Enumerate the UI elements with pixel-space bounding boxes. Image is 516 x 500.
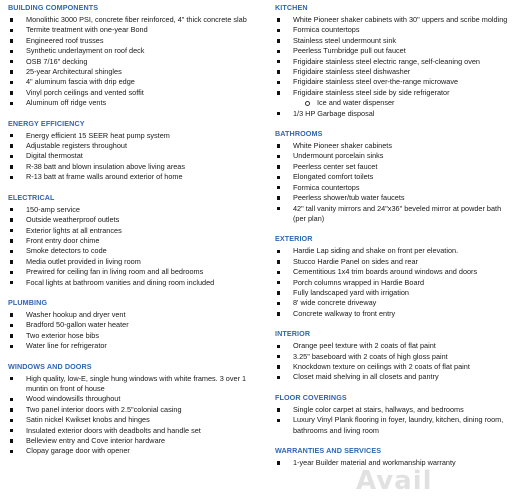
list-item: Washer hookup and dryer vent bbox=[8, 310, 260, 320]
list-item: 1-year Builder material and workmanship warranty bbox=[275, 458, 515, 468]
list-item: Concrete walkway to front entry bbox=[275, 309, 515, 319]
item-list bbox=[275, 141, 515, 224]
list-item: Smoke detectors to code bbox=[8, 246, 260, 256]
list-item: Insulated exterior doors with deadbolts and handle set bbox=[8, 426, 260, 436]
list-item: R-38 batt and blown insulation above living areas bbox=[8, 162, 260, 172]
section-heading: EXTERIOR bbox=[275, 234, 313, 244]
item-list bbox=[8, 374, 260, 457]
list-item: Prewired for ceiling fan in living room and all bedrooms bbox=[8, 267, 260, 277]
section-heading: WINDOWS AND DOORS bbox=[8, 361, 92, 371]
list-item: Frigidaire stainless steel over-the-range microwave bbox=[275, 77, 515, 87]
section-heading: BATHROOMS bbox=[275, 129, 323, 139]
list-item: Porch columns wrapped in Hardie Board bbox=[275, 278, 515, 288]
section-bathrooms bbox=[275, 129, 515, 224]
section-heading: INTERIOR bbox=[275, 329, 311, 339]
list-item: 25-year Architectural shingles bbox=[8, 67, 260, 77]
list-item: White Pioneer shaker cabinets with 30" uppers and scribe molding bbox=[275, 15, 515, 25]
item-list bbox=[275, 15, 515, 119]
watermark-logo: Avail bbox=[356, 466, 433, 496]
list-item: Frigidaire stainless steel dishwasher bbox=[275, 67, 515, 77]
list-item: Frigidaire stainless steel electric range, self-cleaning oven bbox=[275, 57, 515, 67]
item-list bbox=[8, 15, 260, 109]
section-heading: KITCHEN bbox=[275, 3, 308, 12]
section-windows-and-doors bbox=[8, 362, 260, 457]
list-item: Vinyl porch ceilings and vented soffit bbox=[8, 88, 260, 98]
item-list bbox=[275, 405, 515, 436]
list-item: Peerless shower/tub water faucets bbox=[275, 193, 515, 203]
list-item: Satin nickel Kwikset knobs and hinges bbox=[8, 415, 260, 425]
item-list bbox=[8, 310, 260, 352]
list-item: Knockdown texture on ceilings with 2 coats of flat paint bbox=[275, 362, 515, 372]
list-item: Bradford 50-gallon water heater bbox=[8, 320, 260, 330]
section-exterior bbox=[275, 234, 515, 319]
list-item: Digital thermostat bbox=[8, 151, 260, 161]
list-item: Adjustable registers throughout bbox=[8, 141, 260, 151]
list-item: Formica countertops bbox=[275, 25, 515, 35]
list-item: Engineered roof trusses bbox=[8, 36, 260, 46]
list-item: Stainless steel undermount sink bbox=[275, 36, 515, 46]
section-heading: WARRANTIES AND SERVICES bbox=[275, 446, 382, 455]
list-item: 8' wide concrete driveway bbox=[275, 298, 515, 308]
list-item: Fully landscaped yard with irrigation bbox=[275, 288, 515, 298]
list-item: Luxury Vinyl Plank flooring in foyer, laundry, kitchen, dining room, bathrooms and living room bbox=[275, 415, 515, 436]
item-list bbox=[275, 341, 515, 383]
list-item: Formica countertops bbox=[275, 183, 515, 193]
list-item: Orange peel texture with 2 coats of flat paint bbox=[275, 341, 515, 351]
list-item: Clopay garage door with opener bbox=[8, 446, 260, 456]
item-list bbox=[275, 246, 515, 319]
list-item: R-13 batt at frame walls around exterior of home bbox=[8, 172, 260, 182]
list-item: Exterior lights at all entrances bbox=[8, 226, 260, 236]
list-item: High quality, low-E, single hung windows with white frames. 3 over 1 muntin on front of house bbox=[8, 374, 260, 395]
list-item: Outside weatherproof outlets bbox=[8, 215, 260, 225]
right-column bbox=[275, 3, 515, 478]
left-column bbox=[8, 3, 260, 467]
list-item: Frigidaire stainless steel side by side refrigerator bbox=[275, 88, 515, 98]
list-item: 4" aluminum fascia with drip edge bbox=[8, 77, 260, 87]
list-item: Single color carpet at stairs, hallways, and bedrooms bbox=[275, 405, 515, 415]
section-heading: PLUMBING bbox=[8, 297, 48, 307]
list-item: Termite treatment with one-year Bond bbox=[8, 25, 260, 35]
list-item: 42" tall vanity mirrors and 24"x36" beveled mirror at powder bath (per plan) bbox=[275, 204, 515, 225]
list-item: Aluminum off ridge vents bbox=[8, 98, 260, 108]
list-item: Wood windowsills throughout bbox=[8, 394, 260, 404]
item-list bbox=[8, 205, 260, 288]
list-item: Stucco Hardie Panel on sides and rear bbox=[275, 257, 515, 267]
section-electrical bbox=[8, 193, 260, 288]
section-plumbing bbox=[8, 298, 260, 352]
list-item: 150-amp service bbox=[8, 205, 260, 215]
section-building-components bbox=[8, 3, 260, 109]
section-kitchen bbox=[275, 3, 515, 119]
list-item: Two panel interior doors with 2.5"colonial casing bbox=[8, 405, 260, 415]
list-item: Water line for refrigerator bbox=[8, 341, 260, 351]
list-item: Undermount porcelain sinks bbox=[275, 151, 515, 161]
section-heading: BUILDING COMPONENTS bbox=[8, 3, 99, 12]
list-item: Monolithic 3000 PSI, concrete fiber reinforced, 4" thick concrete slab bbox=[8, 15, 260, 25]
list-item: Energy efficient 15 SEER heat pump system bbox=[8, 131, 260, 141]
list-item: Synthetic underlayment on roof deck bbox=[8, 46, 260, 56]
list-item: Two exterior hose bibs bbox=[8, 331, 260, 341]
list-item: Hardie Lap siding and shake on front per elevation. bbox=[275, 246, 515, 256]
list-item: Peerless Turnbridge pull out faucet bbox=[275, 46, 515, 56]
section-heading: ENERGY EFFICIENCY bbox=[8, 118, 85, 128]
list-item: Elongated comfort toilets bbox=[275, 172, 515, 182]
list-item: Cementitious 1x4 trim boards around windows and doors bbox=[275, 267, 515, 277]
list-item: Peerless center set faucet bbox=[275, 162, 515, 172]
sub-list-item: Ice and water dispenser bbox=[275, 98, 515, 108]
list-item: Media outlet provided in living room bbox=[8, 257, 260, 267]
list-item: 1/3 HP Garbage disposal bbox=[275, 109, 515, 119]
section-heading: FLOOR COVERINGS bbox=[275, 392, 347, 402]
list-item: 3.25" baseboard with 2 coats of high gloss paint bbox=[275, 352, 515, 362]
list-item: Belleview entry and Cove interior hardware bbox=[8, 436, 260, 446]
section-interior bbox=[275, 329, 515, 383]
section-floor-coverings bbox=[275, 393, 515, 436]
section-energy-efficiency bbox=[8, 119, 260, 183]
item-list bbox=[8, 131, 260, 183]
list-item: OSB 7/16" decking bbox=[8, 57, 260, 67]
list-item: Closet maid shelving in all closets and pantry bbox=[275, 372, 515, 382]
list-item: Focal lights at bathroom vanities and dining room included bbox=[8, 278, 260, 288]
section-heading: ELECTRICAL bbox=[8, 192, 55, 202]
list-item: Front entry door chime bbox=[8, 236, 260, 246]
list-item: White Pioneer shaker cabinets bbox=[275, 141, 515, 151]
